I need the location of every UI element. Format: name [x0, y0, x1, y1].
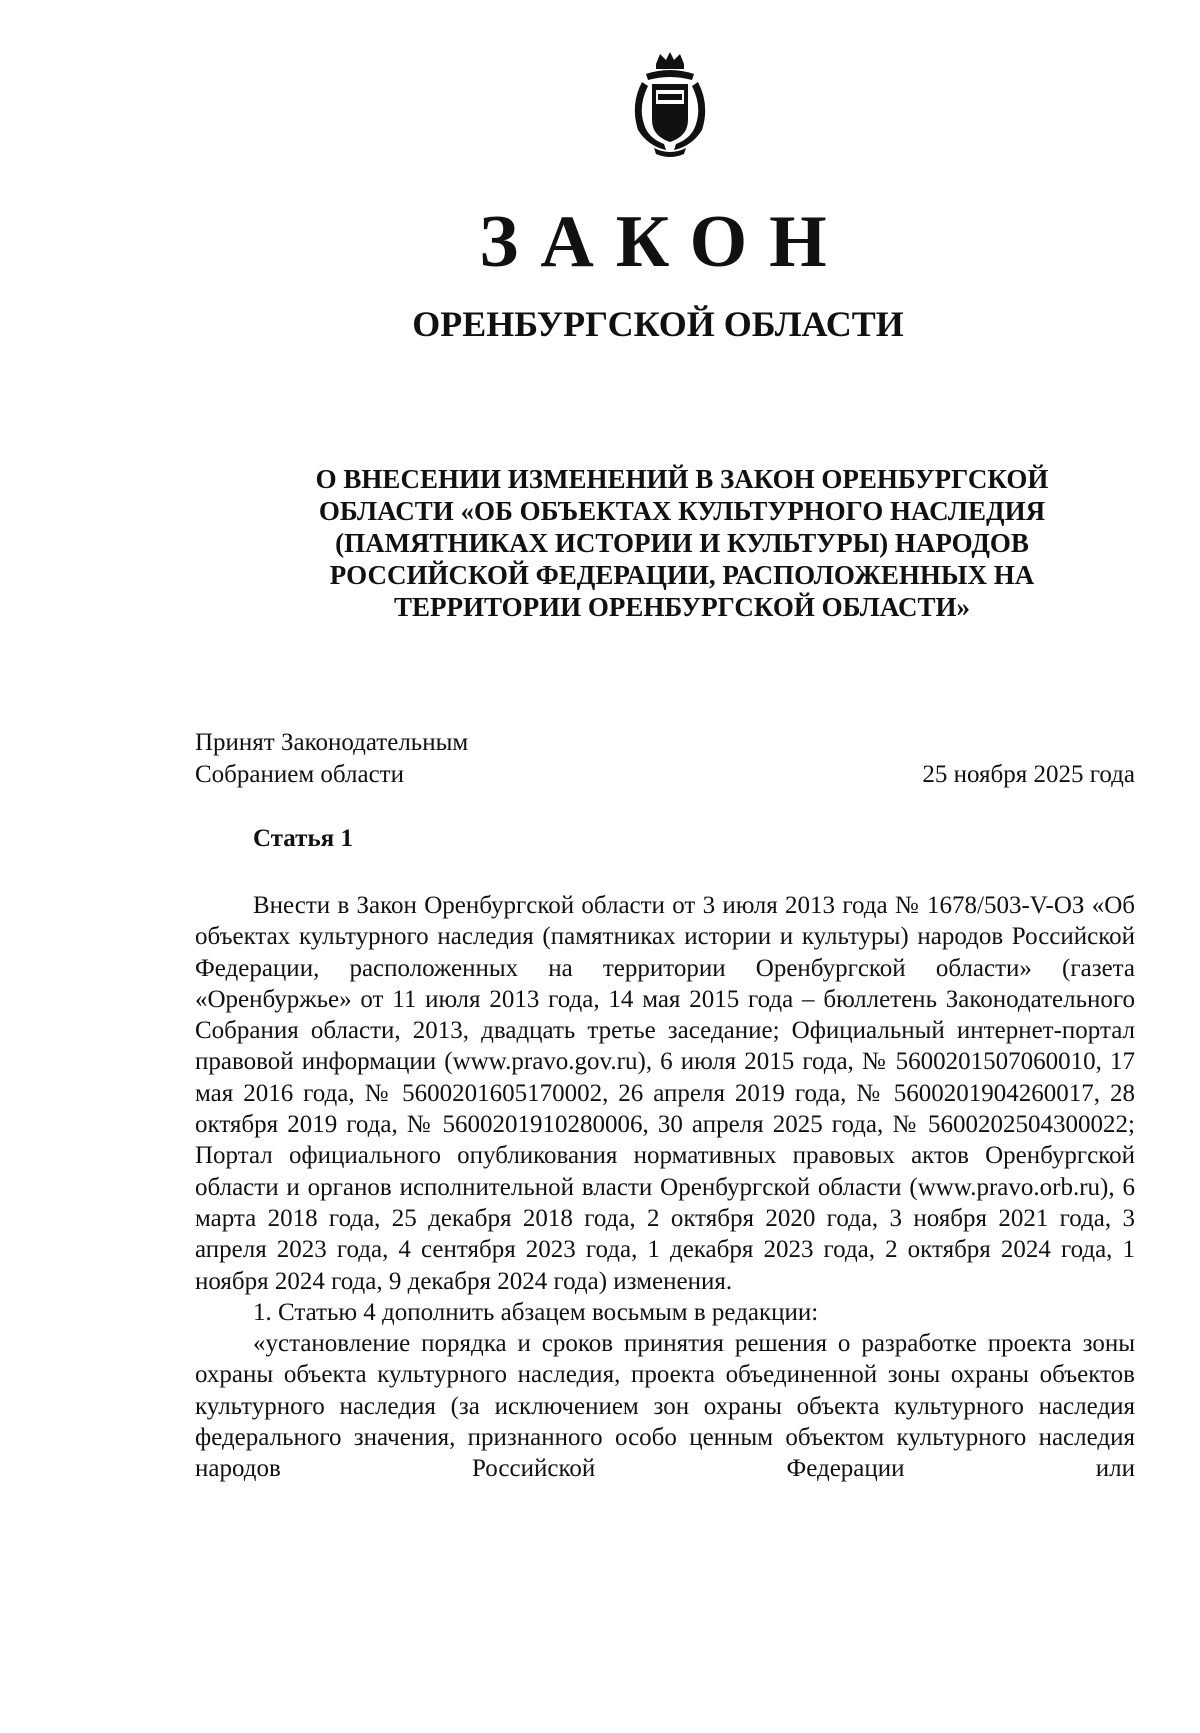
document-title: ЗАКОН: [479, 201, 849, 283]
article-paragraph: Внести в Закон Оренбургской области от 3 июля 2013 года № 1678/503-V-ОЗ «Об объектах культурного наследия (памятниках истории и культуры) народов Российской Федерации, расположенных на территории Оренбургской области» (газета «Оренбуржье» от 11 июля 2013 года, 14 мая 2015 года – бюллетень Законодательного Собрания области, 2013, двадцать третье заседание; Официальный интернет-портал правовой информации (www.pravo.gov.ru), 6 июля 2015 года, № 5600201507060010, 17 мая 2016 года, № 5600201605170002, 26 апреля 2019 года, № 5600201904260017, 28 октября 2019 года, № 5600201910280006, 30 апреля 2025 года, № 5600202504300022; Портал официального опубликования нормативных правовых актов Оренбургской области и органов исполнительной власти Оренбургской области (www.pravo.orb.ru), 6 марта 2018 года, 25 декабря 2018 года, 2 октября 2020 года, 3 ноября 2021 года, 3 апреля 2023 года, 4 сентября 2023 года, 1 декабря 2023 года, 2 октября 2024 года, 1 ноября 2024 года, 9 декабря 2024 года) изменения.: [195, 892, 1135, 1295]
law-heading-line: РОССИЙСКОЙ ФЕДЕРАЦИИ, РАСПОЛОЖЕННЫХ НА: [329, 560, 1035, 590]
adoption-date: 25 ноября 2025 года: [922, 761, 1135, 788]
coat-of-arms-icon: [620, 50, 720, 160]
law-heading-line: ТЕРРИТОРИИ ОРЕНБУРГСКОЙ ОБЛАСТИ»: [393, 592, 971, 622]
article-title: Статья 1: [253, 825, 353, 852]
adopted-by-line2: Собранием области: [195, 761, 404, 788]
article-paragraph: 1. Статью 4 дополнить абзацем восьмым в редакции:: [253, 1298, 819, 1326]
document-subtitle: ОРЕНБУРГСКОЙ ОБЛАСТИ: [412, 304, 904, 344]
article-body: [195, 890, 1135, 1485]
adoption-block: [195, 727, 1135, 791]
law-heading-line: (ПАМЯТНИКАХ ИСТОРИИ И КУЛЬТУРЫ) НАРОДОВ: [335, 528, 1029, 558]
law-heading: [262, 463, 1102, 623]
law-heading-line: О ВНЕСЕНИИ ИЗМЕНЕНИЙ В ЗАКОН ОРЕНБУРГСКОЙ: [315, 464, 1049, 494]
adopted-by-line1: Принят Законодательным: [195, 729, 469, 756]
law-heading-line: ОБЛАСТИ «ОБ ОБЪЕКТАХ КУЛЬТУРНОГО НАСЛЕДИЯ: [318, 496, 1046, 526]
article-paragraph: «установление порядка и сроков принятия решения о разработке проекта зоны охраны объекта культурного наследия, проекта объединенной зоны охраны объектов культурного наследия (за исключением зон охраны объекта культурного наследия федерального значения, признанного особо ценным объектом культурного наследия народов Российской Федерации или: [195, 1330, 1135, 1483]
